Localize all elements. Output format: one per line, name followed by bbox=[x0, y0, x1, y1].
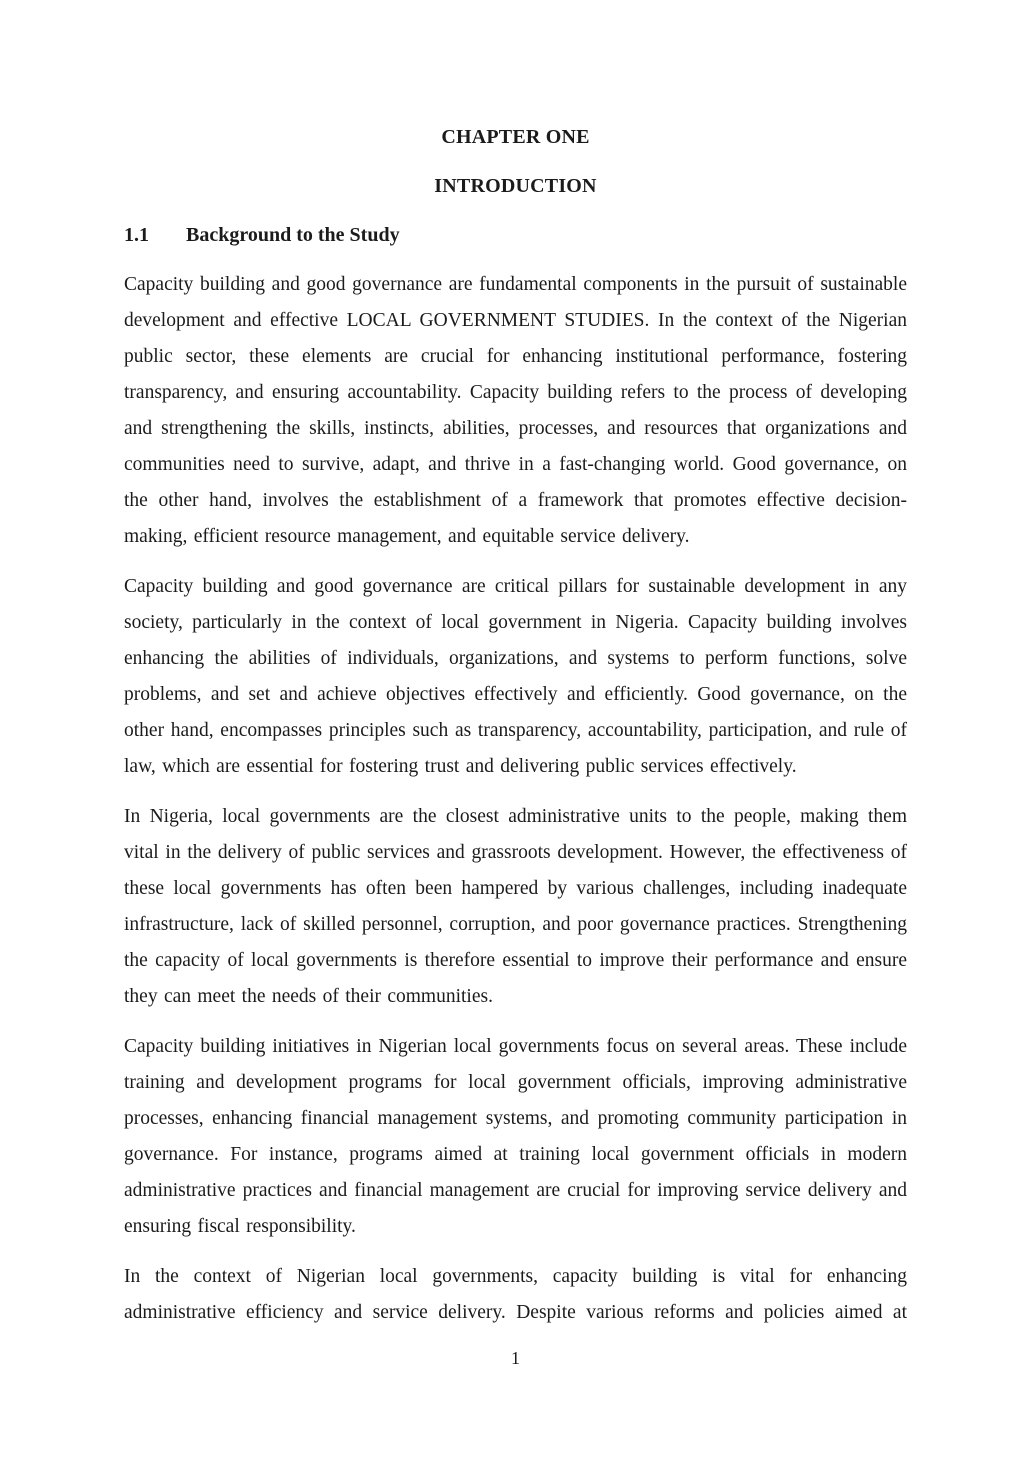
paragraph-initiatives-focus-areas: Capacity building initiatives in Nigerian local governments focus on several areas. These include training and development programs for local government officials, improving administrative processes, enhancing financial management systems, and promoting community participation in governance. For instance, programs aimed at training local government officials in modern administrative practices and financial management are crucial for improving service delivery and ensuring fiscal responsibility. bbox=[124, 1036, 907, 1237]
subsection-heading bbox=[124, 217, 907, 253]
paragraph-critical-pillars: Capacity building and good governance are critical pillars for sustainable development in any society, particularly in the context of local government in Nigeria. Capacity building involves enhancing the abilities of individuals, organizations, and systems to perform functions, solve problems, and set and achieve objectives effectively and efficiently. Good governance, on the other hand, encompasses principles such as transparency, accountability, participation, and rule of law, which are essential for fostering trust and delivering public services effectively. bbox=[124, 576, 907, 777]
paragraph-administrative-efficiency: In the context of Nigerian local governments, capacity building is vital for enhancing administrative efficiency and service delivery. Despite various reforms and policies aimed at bbox=[124, 1266, 907, 1323]
page-number: 1 bbox=[511, 1348, 520, 1368]
introduction-heading: INTRODUCTION bbox=[434, 175, 597, 197]
subsection-number: 1.1 bbox=[124, 224, 149, 246]
page-content bbox=[124, 119, 907, 1331]
chapter-heading: CHAPTER ONE bbox=[441, 126, 590, 148]
paragraph-capacity-building-definition: Capacity building and good governance are fundamental components in the pursuit of sustainable development and effective LOCAL GOVERNMENT STUDIES. In the context of the Nigerian public sector, these elements are crucial for enhancing institutional performance, fostering transparency, and ensuring accountability. Capacity building refers to the process of developing and strengthening the skills, instincts, abilities, processes, and resources that organizations and communities need to survive, adapt, and thrive in a fast-changing world. Good governance, on the other hand, involves the establishment of a framework that promotes effective decision-making, efficient resource management, and equitable service delivery. bbox=[124, 274, 907, 547]
subsection-title: Background to the Study bbox=[186, 224, 400, 246]
paragraph-nigeria-local-governments: In Nigeria, local governments are the closest administrative units to the people, making them vital in the delivery of public services and grassroots development. However, the effectiveness of these local governments has often been hampered by various challenges, including inadequate infrastructure, lack of skilled personnel, corruption, and poor governance practices. Strengthening the capacity of local governments is therefore essential to improve their performance and ensure they can meet the needs of their communities. bbox=[124, 806, 907, 1007]
